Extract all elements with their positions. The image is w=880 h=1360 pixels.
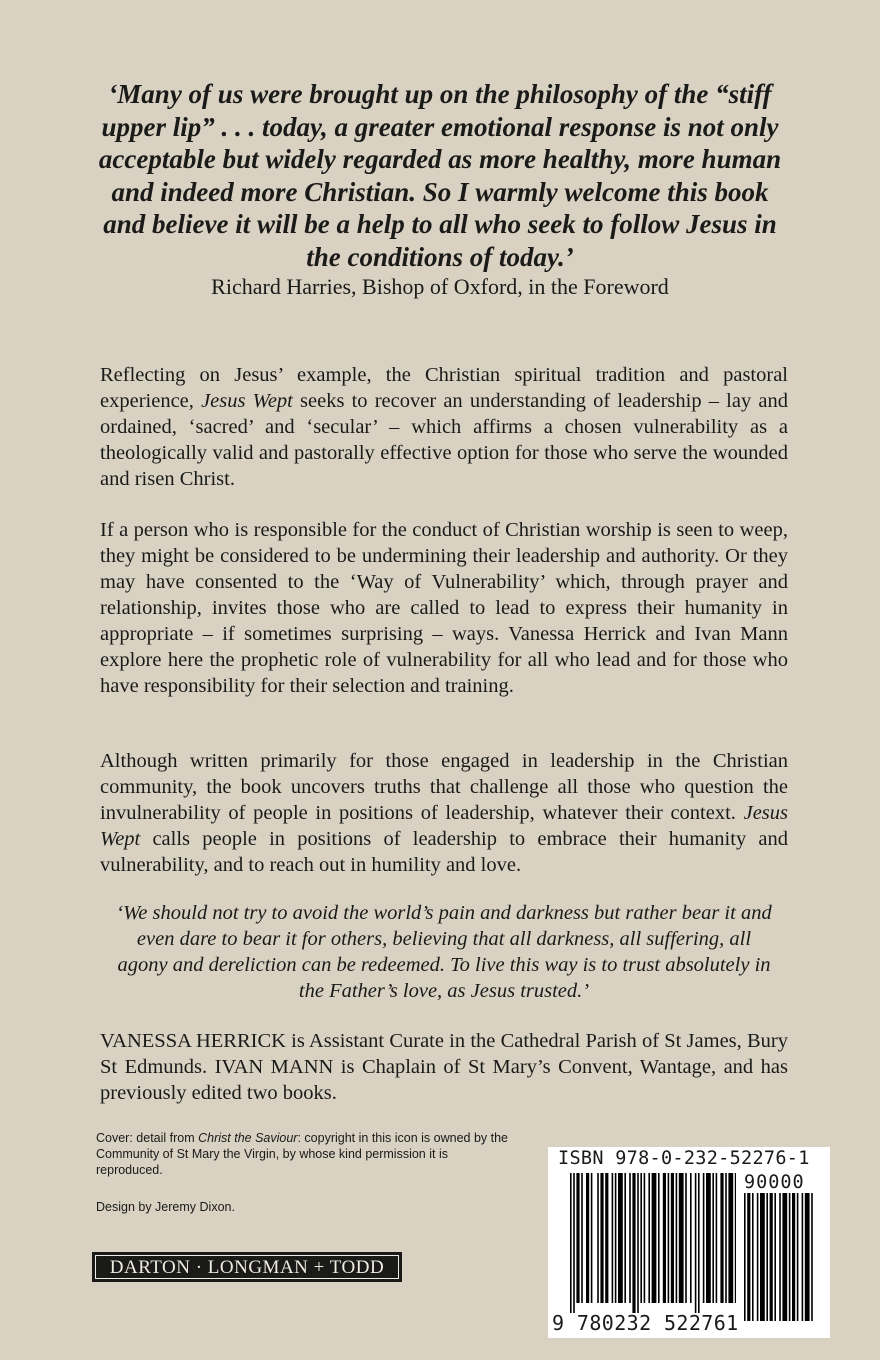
barcode-bar <box>698 1173 700 1313</box>
barcode-bar <box>600 1173 603 1303</box>
barcode-bar <box>586 1173 589 1303</box>
barcode-bar <box>811 1193 813 1321</box>
endorsement-attribution: Richard Harries, Bishop of Oxford, in the Foreword <box>211 274 669 299</box>
barcode-bar <box>728 1173 733 1303</box>
description-paragraph-1 <box>100 362 788 492</box>
barcode-bar <box>605 1173 608 1303</box>
barcode-bar <box>766 1193 768 1321</box>
barcode-bar <box>658 1173 660 1303</box>
barcode-bar <box>648 1173 650 1303</box>
barcode-bar <box>640 1173 642 1303</box>
ean-digits: 9 780232 522761 <box>552 1311 739 1335</box>
barcode-bar <box>774 1193 776 1321</box>
barcode-bar <box>663 1173 666 1303</box>
author-bio: VANESSA HERRICK is Assistant Curate in the Cathedral Parish of St James, Bury St Edmunds. IVAN MANN is Chaplain of St Mary’s Convent, Wantage, and has previously edited two books. <box>100 1030 788 1104</box>
barcode-bar <box>573 1173 575 1313</box>
barcode-bar <box>779 1193 781 1321</box>
p3-text-start: Although written primarily for those engaged in leadership in the Christian community, the book uncovers truths that challenge all those who question the invulnerability of people in positions of leadership, whatever their context. <box>100 750 788 824</box>
barcode-bar <box>576 1173 579 1303</box>
barcode-bar <box>703 1173 705 1303</box>
barcode-bar <box>652 1173 657 1303</box>
publisher-logo: DARTON · LONGMAN + TODD <box>92 1252 402 1282</box>
barcode-bar <box>770 1193 773 1321</box>
barcode-bar <box>789 1193 791 1321</box>
barcode-bar <box>676 1173 678 1303</box>
barcode-bar <box>716 1173 718 1303</box>
barcode-bar <box>629 1173 631 1303</box>
description-paragraph-2: If a person who is responsible for the conduct of Christian worship is seen to weep, they might be considered to be undermining their leadership and authority. Or they may have consented to the ‘Way of Vulnerability’ which, through prayer and relationship, invites those who are called to lead to express their humanity in appropriate – if sometimes surprising – ways. Vanessa Herrick and Ivan Mann explore here the prophetic role of vulnerability for all who lead and for those who have responsibility for their selection and training. <box>100 519 788 697</box>
barcode-bar <box>712 1173 714 1303</box>
barcode-bar <box>591 1173 593 1303</box>
barcode-bar <box>797 1193 799 1321</box>
barcode-bar <box>668 1173 670 1303</box>
barcode-bar <box>752 1193 754 1321</box>
endorsement-text: ‘Many of us were brought up on the philosophy of the “stiff upper lip” . . . today, a greater emotional response is not only acceptable but widely regarded as more healthy, more human and indeed more Christian. So I warmly welcome this book and believe it will be a help to all who seek to follow Jesus in the conditions of today.’ <box>98 79 782 272</box>
barcode-bar <box>637 1173 639 1313</box>
description-paragraph-3 <box>100 748 788 878</box>
barcode-bar <box>632 1173 635 1313</box>
barcode-bar <box>805 1193 810 1321</box>
p1-text-start: Reflecting on Jesus’ example, the Christian spiritual tradition and pastoral experience, <box>100 364 788 412</box>
barcode-bar <box>720 1173 723 1303</box>
barcode-bar <box>671 1173 674 1303</box>
barcode-bar <box>757 1193 759 1321</box>
p3-book-title: Jesus Wept <box>100 802 788 850</box>
barcode-bar <box>760 1193 765 1321</box>
barcode-bar <box>615 1173 617 1303</box>
ean-barcode <box>570 1173 736 1315</box>
pull-quote: ‘We should not try to avoid the world’s pain and darkness but rather bear it and even dare to bear it for others, believing that all darkness, all suffering, all agony and dereliction can be redeemed. To live this way is to trust absolutely in the Father’s love, as Jesus trusted.’ <box>116 902 772 1002</box>
endorsement-quote <box>95 78 785 301</box>
barcode-bar <box>644 1173 646 1303</box>
barcode-bar <box>706 1173 711 1303</box>
barcode-bar <box>802 1193 804 1321</box>
barcode-bar <box>725 1173 727 1303</box>
cover-credit-start: Cover: detail from <box>96 1131 199 1145</box>
barcode-bar <box>624 1173 626 1303</box>
cover-credit-end: : copyright in this icon is owned by the Community of St Mary the Virgin, by whose kind permission it is reproduced. <box>96 1131 509 1177</box>
barcode-bar <box>685 1173 687 1303</box>
addon-barcode <box>744 1193 824 1325</box>
p1-book-title: Jesus Wept <box>201 390 293 412</box>
barcode-bar <box>570 1173 572 1313</box>
barcode-bar <box>744 1193 746 1321</box>
isbn-label: ISBN 978-0-232-52276-1 <box>558 1148 810 1169</box>
barcode-bar <box>581 1173 583 1303</box>
barcode-bar <box>782 1193 787 1321</box>
barcode-bar <box>679 1173 684 1303</box>
price-code: 90000 <box>744 1172 805 1193</box>
barcode-bar <box>612 1173 614 1303</box>
barcode-bar <box>747 1193 750 1321</box>
design-credit: Design by Jeremy Dixon. <box>96 1200 235 1214</box>
barcode-bar <box>690 1173 692 1303</box>
barcode-bar <box>695 1173 697 1313</box>
barcode-bar <box>792 1193 795 1321</box>
cover-artwork-title: Christ the Saviour <box>198 1131 298 1145</box>
barcode-bar <box>735 1173 736 1303</box>
cover-credit <box>96 1130 516 1178</box>
p1-text-end: seeks to recover an understanding of leadership – lay and ordained, ‘sacred’ and ‘secular’ – which affirms a chosen vulnerability as a theologically valid and pastorally effective option for those who serve the wounded and risen Christ. <box>100 390 788 490</box>
p3-text-end: calls people in positions of leadership to embrace their humanity and vulnerability, and to reach out in humility and love. <box>100 828 788 876</box>
barcode-panel <box>548 1147 830 1338</box>
barcode-bar <box>597 1173 599 1303</box>
barcode-bar <box>618 1173 623 1303</box>
